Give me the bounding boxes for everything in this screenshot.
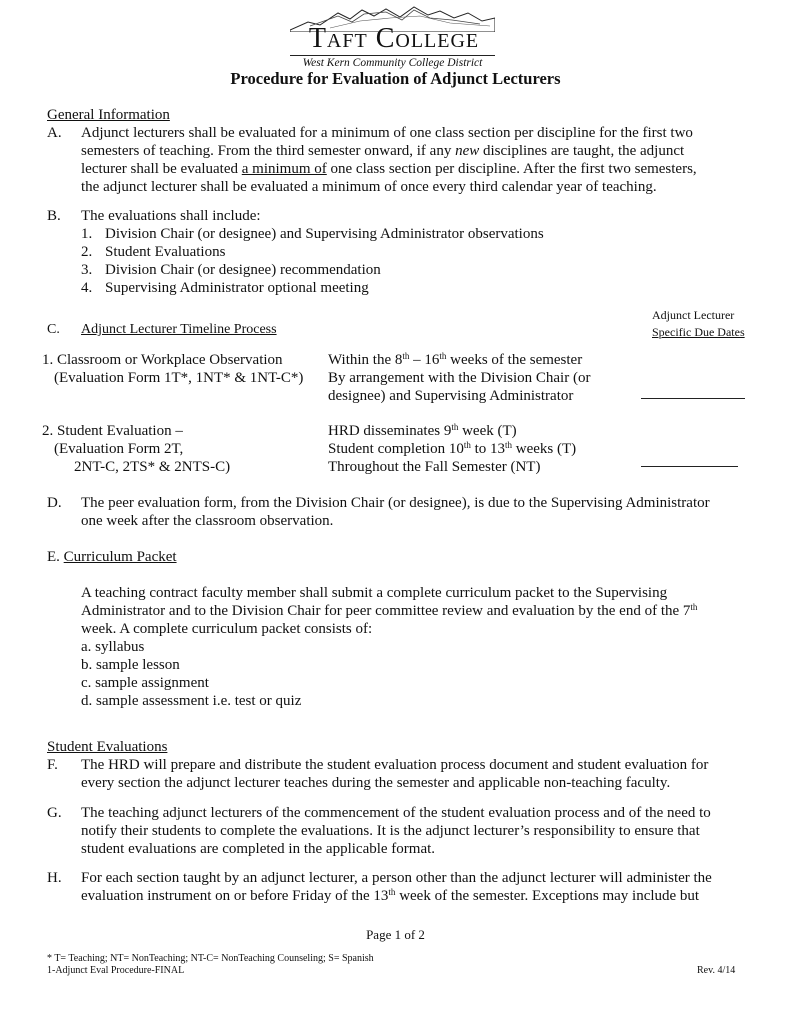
logo-name: Taft College xyxy=(308,23,480,54)
list-item: c. sample assignment xyxy=(81,675,209,691)
t2-right-line1: HRD disseminates 9th week (T) xyxy=(328,422,517,439)
t1-right-line3: designee) and Supervising Administrator xyxy=(328,388,574,404)
page-title: Procedure for Evaluation of Adjunct Lecturers xyxy=(230,69,561,88)
a-line4: the adjunct lecturer shall be evaluated a minimum of once every third calendar year of teaching. xyxy=(81,179,657,195)
list-item: 4. Supervising Administrator optional meeting xyxy=(81,280,369,296)
g-line1: The teaching adjunct lecturers of the commencement of the student evaluation process and of the need to xyxy=(81,805,711,821)
b-label: B. xyxy=(47,208,61,224)
list-item: d. sample assessment i.e. test or quiz xyxy=(81,693,302,709)
timeline-row-1-right xyxy=(328,351,590,405)
t2-left-line1: 2. Student Evaluation – xyxy=(42,423,183,439)
f-line1: The HRD will prepare and distribute the student evaluation process document and student evaluation for xyxy=(81,757,709,773)
e-line3: week. A complete curriculum packet consists of: xyxy=(81,621,373,637)
timeline-row-1-left xyxy=(42,351,303,387)
d-line1: The peer evaluation form, from the Division Chair (or designee), is due to the Supervising Administrator xyxy=(81,495,710,511)
h-line1: For each section taught by an adjunct lecturer, a person other than the adjunct lecturer will administer the xyxy=(81,870,712,886)
e-line1: A teaching contract faculty member shall submit a complete curriculum packet to the Supervising xyxy=(81,585,668,601)
e-label: E. xyxy=(47,549,60,565)
list-item: 2. Student Evaluations xyxy=(81,244,226,260)
e-line2: Administrator and to the Division Chair for peer committee review and evaluation by the end of the 7th xyxy=(81,602,698,619)
t1-left-line1: 1. Classroom or Workplace Observation xyxy=(42,352,283,368)
due-header-2: Specific Due Dates xyxy=(652,325,745,339)
section-c-label: C. xyxy=(47,322,60,337)
due-header-1: Adjunct Lecturer xyxy=(652,308,735,322)
t2-right-line2: Student completion 10th to 13th weeks (T) xyxy=(328,440,577,457)
list-item: a. syllabus xyxy=(81,639,145,655)
t1-right-line1: Within the 8th – 16th weeks of the semester xyxy=(328,351,583,368)
t1-left-line2: (Evaluation Form 1T*, 1NT* & 1NT-C*) xyxy=(54,370,304,386)
a-line1: Adjunct lecturers shall be evaluated for a minimum of one class section per discipline for the first two xyxy=(81,125,693,141)
g-line2: notify their students to complete the evaluations. It is the adjunct lecturer’s responsibility to ensure that xyxy=(81,823,700,839)
t2-right-line3: Throughout the Fall Semester (NT) xyxy=(328,459,541,475)
timeline-row-2-left xyxy=(42,422,230,476)
due-date-blank-2 xyxy=(641,466,738,467)
f-label: F. xyxy=(47,757,58,773)
a-line2: semesters of teaching. From the third semester onward, if any new disciplines are taught, the adjunct xyxy=(81,143,685,159)
h-label: H. xyxy=(47,870,62,886)
b-intro: The evaluations shall include: xyxy=(81,208,261,224)
a-label: A. xyxy=(47,125,62,141)
student-heading: Student Evaluations xyxy=(47,739,168,755)
page-number: Page 1 of 2 xyxy=(366,927,425,942)
logo-subtitle: West Kern Community College District xyxy=(290,55,495,69)
e-heading: Curriculum Packet xyxy=(63,549,177,565)
g-label: G. xyxy=(47,805,62,821)
d-label: D. xyxy=(47,495,62,511)
footer-revision: Rev. 4/14 xyxy=(697,965,736,976)
a-line3: lecturer shall be evaluated a minimum of one class section per discipline. After the first two semesters, xyxy=(81,161,697,177)
list-item: b. sample lesson xyxy=(81,657,180,673)
college-logo xyxy=(290,4,495,69)
section-e-body xyxy=(81,584,761,710)
footer-filename: 1-Adjunct Eval Procedure-FINAL xyxy=(47,965,185,976)
due-date-blank-1 xyxy=(641,398,745,399)
general-heading: General Information xyxy=(47,107,170,123)
g-line3: student evaluations are completed in the applicable format. xyxy=(81,841,436,857)
f-line2: every section the adjunct lecturer teaches during the semester and applicable non-teaching faculty. xyxy=(81,775,671,791)
t2-left-line2: (Evaluation Form 2T, xyxy=(54,441,184,457)
d-line2: one week after the classroom observation. xyxy=(81,513,334,529)
timeline-row-2-right xyxy=(328,422,576,476)
footer-legend: * T= Teaching; NT= NonTeaching; NT-C= NonTeaching Counseling; S= Spanish xyxy=(47,953,374,964)
section-e-heading xyxy=(47,548,177,566)
t2-left-line3: 2NT-C, 2TS* & 2NTS-C) xyxy=(74,459,231,475)
t1-right-line2: By arrangement with the Division Chair (or xyxy=(328,370,591,386)
h-line2: evaluation instrument on or before Friday of the 13th week of the semester. Exceptions may include but xyxy=(81,887,700,904)
list-item: 1. Division Chair (or designee) and Supervising Administrator observations xyxy=(81,226,544,242)
list-item: 3. Division Chair (or designee) recommendation xyxy=(81,262,381,278)
section-c-heading: Adjunct Lecturer Timeline Process xyxy=(81,322,277,337)
